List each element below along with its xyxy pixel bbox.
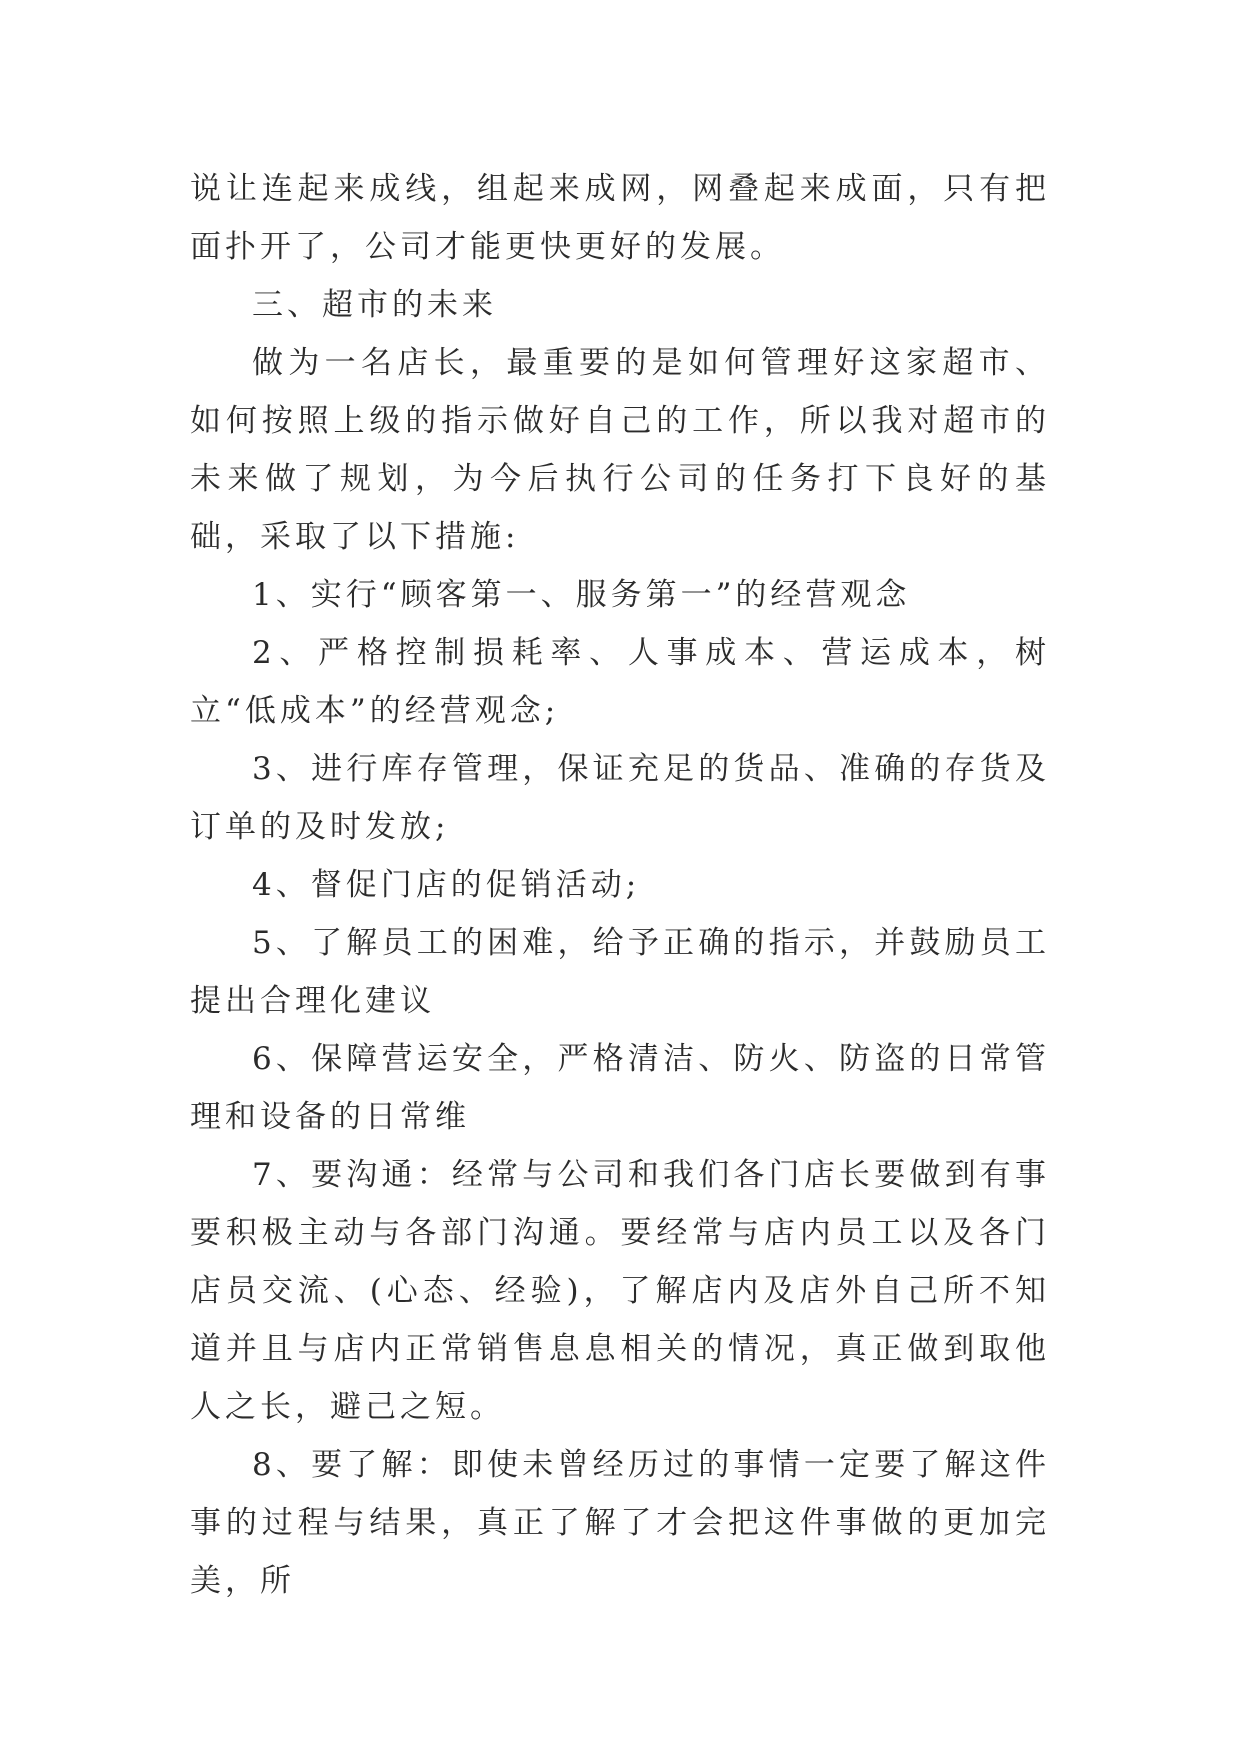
paragraph-1: 说让连起来成线，组起来成网，网叠起来成面，只有把面扑开了，公司才能更快更好的发展。 <box>190 171 1050 265</box>
list-item-7: 7、要沟通：经常与公司和我们各门店长要做到有事要积极主动与各部门沟通。要经常与店内员工以及各门店员交流、(心态、经验)，了解店内及店外自己所不知道并且与店内正常销售息息相关的情况，真正做到取他人之长，避己之短。 <box>190 1157 1050 1425</box>
section-heading: 三、超市的未来 <box>252 287 497 323</box>
list-item-4: 4、督促门店的促销活动; <box>252 867 641 903</box>
paragraph-3: 做为一名店长，最重要的是如何管理好这家超市、如何按照上级的指示做好自己的工作，所以我对超市的未来做了规划，为今后执行公司的任务打下良好的基础，采取了以下措施: <box>190 345 1050 555</box>
list-item-5: 5、了解员工的困难，给予正确的指示，并鼓励员工提出合理化建议 <box>190 925 1050 1019</box>
list-item-1: 1、实行“顾客第一、服务第一”的经营观念 <box>252 577 911 613</box>
list-item-8: 8、要了解：即使未曾经历过的事情一定要了解这件事的过程与结果，真正了解了才会把这件事做的更加完美，所 <box>190 1447 1050 1599</box>
list-item-6: 6、保障营运安全，严格清洁、防火、防盗的日常管理和设备的日常维 <box>190 1041 1050 1135</box>
list-item-3: 3、进行库存管理，保证充足的货品、准确的存货及订单的及时发放; <box>190 751 1050 845</box>
document-body <box>190 160 1050 1610</box>
list-item-2: 2、严格控制损耗率、人事成本、营运成本，树立“低成本”的经营观念; <box>190 635 1050 729</box>
